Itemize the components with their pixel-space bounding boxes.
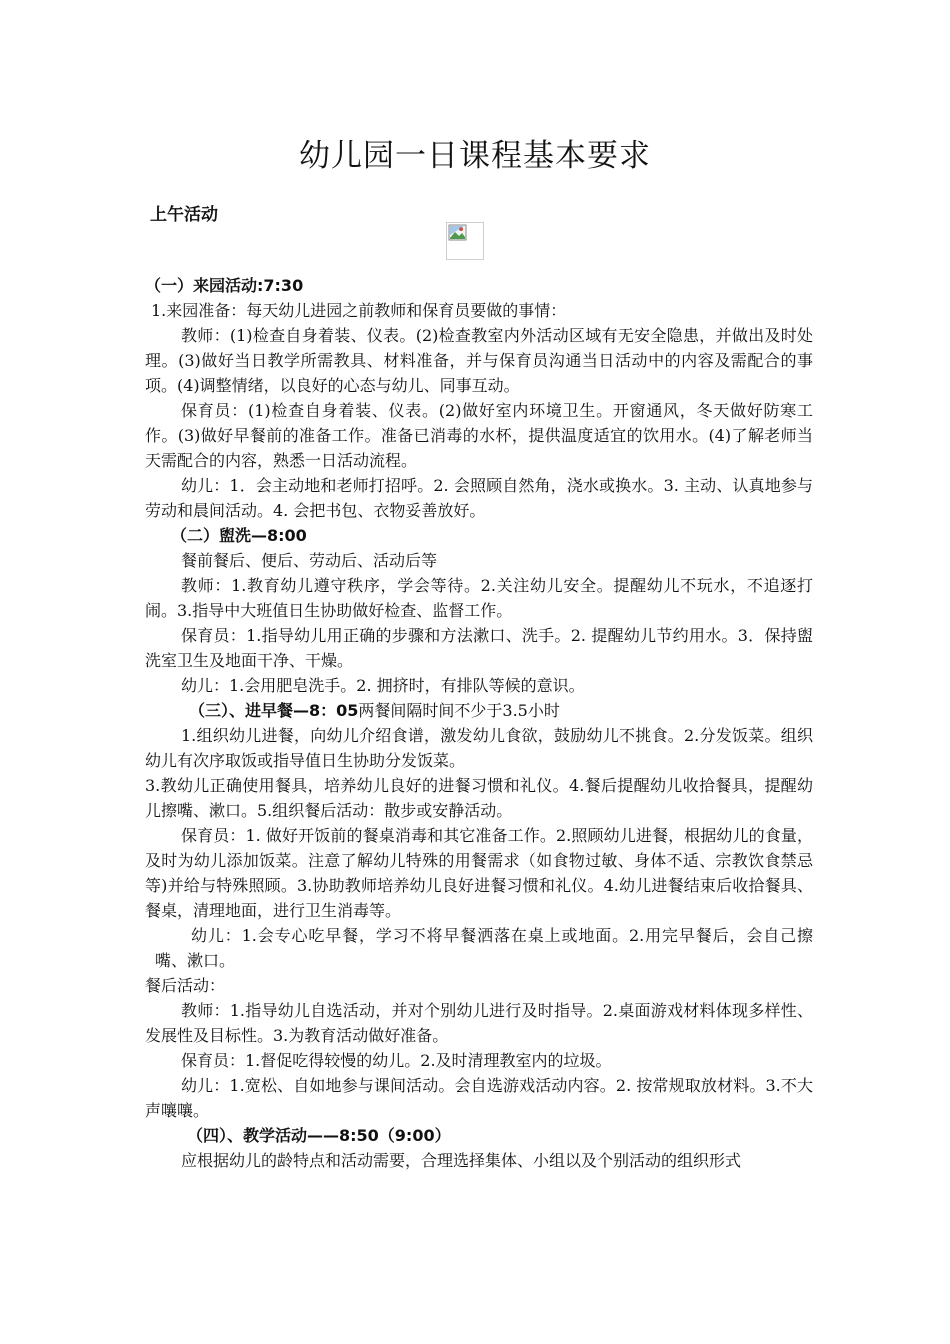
document-title: 幼儿园一日课程基本要求 [299,138,651,174]
paragraph-teaching-form: 应根据幼儿的龄特点和活动需要，合理选择集体、小组以及个别活动的组织形式 [181,1151,742,1170]
paragraph-washing-teacher: 教师：1.教育幼儿遵守秩序，学会等待。2.关注幼儿安全。提醒幼儿不玩水，不追逐打闹。3.指导中大班值日生协助做好检查、监督工作。 [145,576,813,620]
paragraph-after-meal-label: 餐后活动： [145,976,226,995]
heading-washing: （二）盥洗—8:00 [171,526,307,545]
heading-arrival: （一）来园活动:7:30 [145,276,304,295]
paragraph-washing-caregiver: 保育员：1.指导幼儿用正确的步骤和方法漱口、洗手。2. 提醒幼儿节约用水。3．保持盥洗室卫生及地面干净、干燥。 [145,626,813,670]
breakfast-interval-note: 两餐间隔时间不少于3.5小时 [358,701,560,720]
paragraph-arrival-child: 幼儿：1．会主动地和老师打招呼。2. 会照顾自然角，浇水或换水。3. 主动、认真地参与劳动和晨间活动。4. 会把书包、衣物妥善放好。 [145,476,813,520]
paragraph-breakfast-teacher-1: 1.组织幼儿进餐，向幼儿介绍食谱，激发幼儿食欲，鼓励幼儿不挑食。2.分发饭菜。组织幼儿有次序取饭或指导值日生协助分发饭菜。 [145,726,813,770]
paragraph-after-meal-teacher: 教师：1.指导幼儿自选活动，并对个别幼儿进行及时指导。2.桌面游戏材料体现多样性、发展性及目标性。3.为教育活动做好准备。 [145,1001,813,1045]
paragraph-after-meal-caregiver: 保育员：1.督促吃得较慢的幼儿。2.及时清理教室内的垃圾。 [181,1051,612,1070]
paragraph-breakfast-caregiver: 保育员：1. 做好开饭前的餐桌消毒和其它准备工作。2.照顾幼儿进餐，根据幼儿的食量，及时为幼儿添加饭菜。注意了解幼儿特殊的用餐需求（如食物过敏、身体不适、宗教饮食禁忌等)并给与特殊照顾。3.协助教师培养幼儿良好进餐习惯和礼仪。4.幼儿进餐结束后收拾餐具、餐桌，清理地面，进行卫生消毒等。 [145,826,813,920]
paragraph-after-meal-child: 幼儿：1.宽松、自如地参与课间活动。会自选游戏活动内容。2. 按常规取放材料。3.不大声嚷嚷。 [145,1076,813,1120]
paragraph-arrival-prep: 1.来园准备：每天幼儿进园之前教师和保育员要做的事情： [151,301,567,320]
paragraph-washing-child: 幼儿：1.会用肥皂洗手。2. 拥挤时，有排队等候的意识。 [181,676,585,695]
broken-image-icon [446,222,484,260]
paragraph-arrival-caregiver: 保育员：(1)检查自身着装、仪表。(2)做好室内环境卫生。开窗通风，冬天做好防寒工作。(3)做好早餐前的准备工作。准备已消毒的水杯，提供温度适宜的饮用水。(4)了解老师当天需配合的内容，熟悉一日活动流程。 [145,401,813,470]
heading-breakfast: （三）、进早餐—8：05 [189,701,359,720]
paragraph-breakfast-teacher-2: 3.教幼儿正确使用餐具，培养幼儿良好的进餐习惯和礼仪。4.餐后提醒幼儿收拾餐具，提醒幼儿擦嘴、漱口。5.组织餐后活动：散步或安静活动。 [145,776,813,820]
paragraph-arrival-teacher: 教师：(1)检查自身着装、仪表。(2)检查教室内外活动区域有无安全隐患，并做出及时处理。(3)做好当日教学所需教具、材料准备，并与保育员沟通当日活动中的内容及需配合的事项。(4)调整情绪，以良好的心态与幼儿、同事互动。 [145,326,813,395]
broken-image-glyph [447,223,483,259]
section-heading: 上午活动 [150,205,218,225]
paragraph-breakfast-child: 幼儿：1.会专心吃早餐，学习不将早餐洒落在桌上或地面。2.用完早餐后，会自己擦嘴、漱口。 [155,926,813,970]
heading-teaching: （四）、教学活动——8:50（9:00） [187,1126,451,1145]
paragraph-washing-when: 餐前餐后、便后、劳动后、活动后等 [181,551,438,570]
document-body [145,273,813,1173]
